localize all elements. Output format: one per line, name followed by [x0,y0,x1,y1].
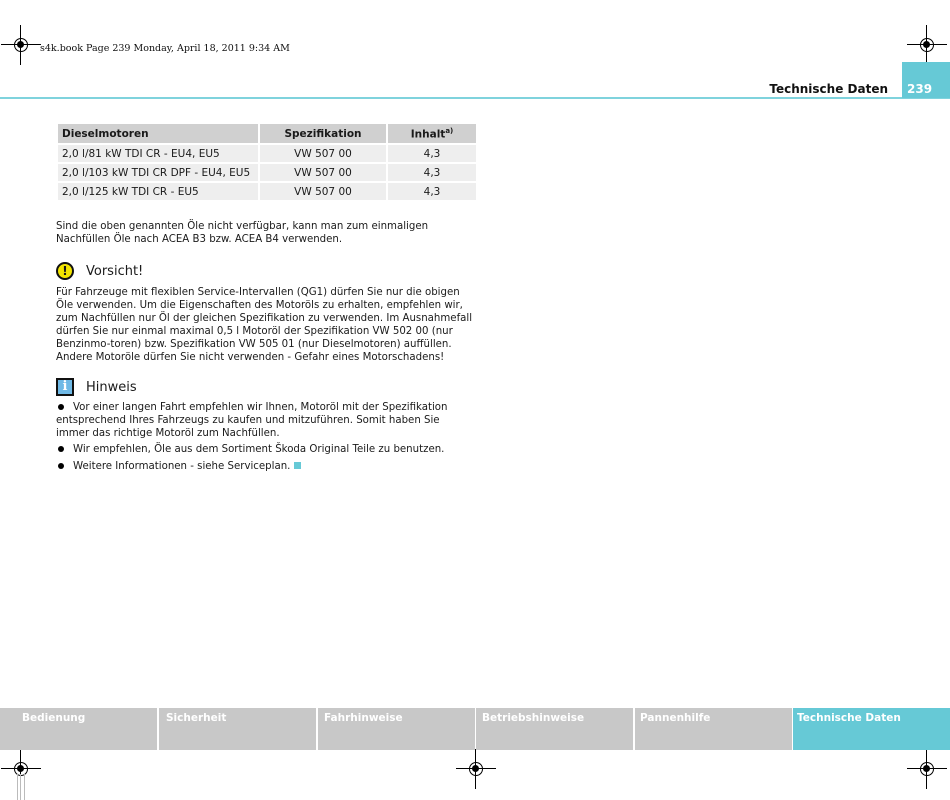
column-header-label: Inhalt [410,128,446,141]
nav-tab-technische-daten[interactable]: Technische Daten [793,708,950,750]
column-header: Dieselmotoren [57,123,259,144]
bullet-text: Vor einer langen Fahrt empfehlen wir Ihnen, Motoröl mit der Spezifikation entsprechend Ihres Fahrzeugs zu kaufen und mitzuführen. Somit haben Sie immer das richtige Motoröl zum Nachfüllen. [56,402,448,439]
nav-tab-fahrhinweise[interactable]: Fahrhinweise [318,708,475,750]
registration-mark [907,749,947,789]
spec-cell: VW 507 00 [259,182,387,201]
registration-mark [907,25,947,65]
bullet-text: Weitere Informationen - siehe Serviceplan. [73,461,291,472]
chapter-nav [0,708,950,750]
capacity-cell: 4,3 [387,163,477,182]
print-slug: s4k.book Page 239 Monday, April 18, 2011 9:34 AM [40,43,290,54]
table-row [57,144,477,163]
note-bullet [56,443,474,456]
engine-cell: 2,0 l/81 kW TDI CR - EU4, EU5 [57,144,259,163]
column-header [387,123,477,144]
crop-line [20,774,21,800]
engine-cell: 2,0 l/125 kW TDI CR - EU5 [57,182,259,201]
header-rule [0,97,950,99]
nav-tab-betriebshinweise[interactable]: Betriebshinweise [476,708,633,750]
running-header-title: Technische Daten [769,82,888,96]
info-icon: i [56,378,74,396]
bullet-text: Wir empfehlen, Öle aus dem Sortiment Škoda Original Teile zu benutzen. [73,444,445,455]
crop-line [17,774,18,800]
crop-line [24,774,25,800]
table-row [57,163,477,182]
spec-cell: VW 507 00 [259,163,387,182]
capacity-cell: 4,3 [387,182,477,201]
nav-tab-pannenhilfe[interactable]: Pannenhilfe [635,708,792,750]
page-number: 239 [902,62,950,98]
bullet-dot [58,404,64,410]
spec-cell: VW 507 00 [259,144,387,163]
warning-icon: ! [56,262,74,280]
caution-title: Vorsicht! [86,264,144,279]
engine-cell: 2,0 l/103 kW TDI CR DPF - EU4, EU5 [57,163,259,182]
table-row [57,182,477,201]
note-bullet [56,401,474,440]
capacity-cell: 4,3 [387,144,477,163]
table-header-row [57,123,477,144]
nav-tab-sicherheit[interactable]: Sicherheit [159,708,316,750]
bullet-dot [58,463,64,469]
registration-mark [1,749,41,789]
note-bullet [56,460,474,473]
registration-mark [1,25,41,65]
footnote-ref: a) [445,126,454,135]
column-header: Spezifikation [259,123,387,144]
intro-paragraph: Sind die oben genannten Öle nicht verfügbar, kann man zum einmaligen Nachfüllen Öle nach ACEA B3 bzw. ACEA B4 verwenden. [56,221,429,245]
bullet-dot [58,446,64,452]
registration-mark [456,749,496,789]
oil-spec-table [56,122,478,202]
caution-text: Für Fahrzeuge mit flexiblen Service-Intervallen (QG1) dürfen Sie nur die obigen Öle verwenden. Um die Eigenschaften des Motoröls zu erhalten, empfehlen wir, zum Nachfüllen nur Öl der gleichen Spezifikation zu verwenden. Im Ausnahmefall dürfen Sie nur einmal maximal 0,5 l Motoröl der Spezifikation VW 502 00 (nur Benzinmo-toren) bzw. Spezifikation VW 505 01 (nur Dieselmotoren) auffüllen. Andere Motoröle dürfen Sie nicht verwenden - Gefahr eines Motorschadens! [56,287,473,363]
section-end-mark [294,462,301,469]
nav-tab-bedienung[interactable]: Bedienung [0,708,157,750]
note-title: Hinweis [86,380,137,395]
